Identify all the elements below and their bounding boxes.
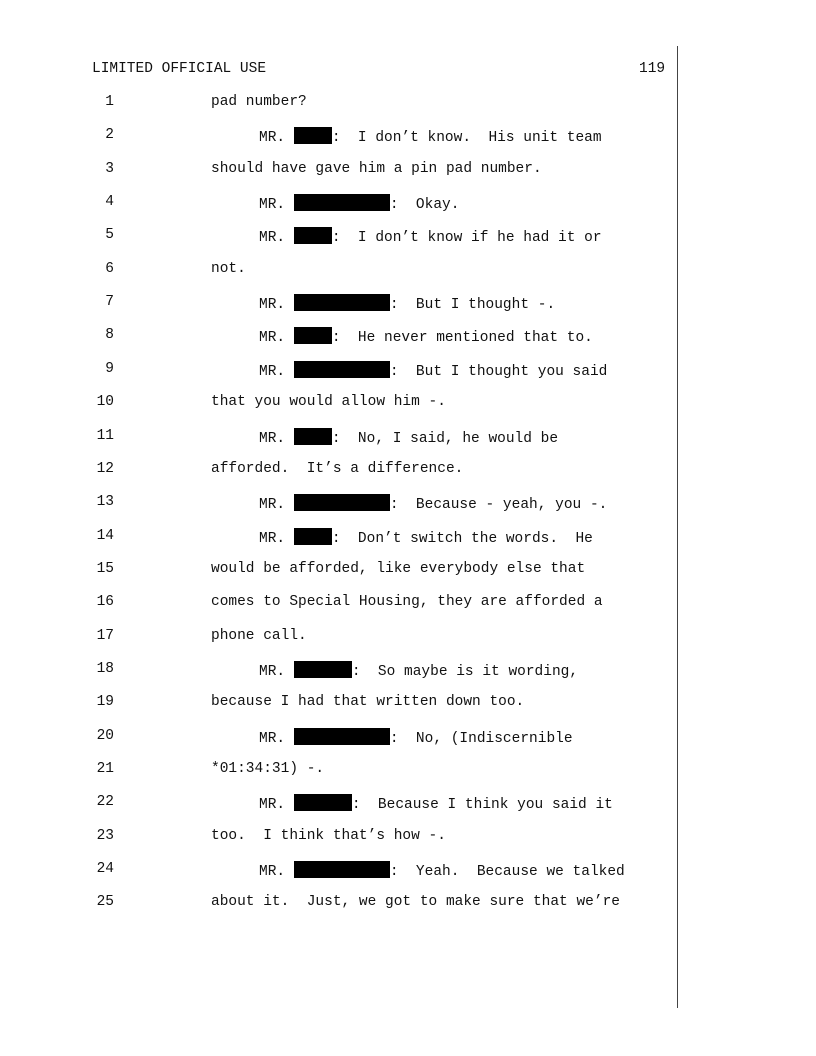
speaker-line <box>259 127 602 146</box>
speaker-title: MR. <box>259 497 294 514</box>
line-text: not. <box>211 260 246 277</box>
line-number: 22 <box>96 794 114 811</box>
speaker-title: MR. <box>259 130 294 147</box>
line-number: 19 <box>96 694 114 711</box>
line-text: too. I think that’s how -. <box>211 827 446 844</box>
speaker-title: MR. <box>259 864 294 881</box>
line-number: 8 <box>105 327 114 344</box>
transcript-line <box>0 94 677 114</box>
speech-text: : No, I said, he would be <box>331 430 559 447</box>
line-number: 17 <box>96 627 114 644</box>
line-text: comes to Special Housing, they are afforded a <box>211 594 603 611</box>
speaker-title: MR. <box>259 730 294 747</box>
speaker-line <box>259 428 558 447</box>
speech-text: : But I thought you said <box>389 363 608 380</box>
transcript-line <box>0 194 677 214</box>
line-text: phone call. <box>211 627 307 644</box>
line-number: 2 <box>105 127 114 144</box>
transcript-line <box>0 261 677 281</box>
redaction-box <box>294 494 390 511</box>
redaction-box <box>294 728 390 745</box>
line-text: that you would allow him -. <box>211 394 446 411</box>
line-number: 3 <box>105 160 114 177</box>
line-number: 5 <box>105 227 114 244</box>
speaker-title: MR. <box>259 663 294 680</box>
line-text: about it. Just, we got to make sure that we’re <box>211 894 620 911</box>
redaction-box <box>294 327 332 344</box>
speaker-line <box>259 227 602 246</box>
speaker-line <box>259 528 593 547</box>
speaker-line <box>259 861 625 880</box>
redaction-box <box>294 428 332 445</box>
speaker-title: MR. <box>259 330 294 347</box>
transcript-line <box>0 161 677 181</box>
speaker-title: MR. <box>259 230 294 247</box>
speaker-title: MR. <box>259 197 294 214</box>
line-number: 12 <box>96 460 114 477</box>
transcript-line <box>0 794 677 814</box>
transcript-line <box>0 594 677 614</box>
speaker-title: MR. <box>259 430 294 447</box>
line-text: afforded. It’s a difference. <box>211 460 464 477</box>
speaker-title: MR. <box>259 797 294 814</box>
line-number: 7 <box>105 294 114 311</box>
redaction-box <box>294 127 332 144</box>
line-number: 25 <box>96 894 114 911</box>
transcript-line <box>0 828 677 848</box>
speaker-line <box>259 794 613 813</box>
speaker-line <box>259 361 607 380</box>
line-number: 10 <box>96 394 114 411</box>
transcript-line <box>0 561 677 581</box>
transcript-line <box>0 661 677 681</box>
transcript-line <box>0 728 677 748</box>
transcript-line <box>0 394 677 414</box>
speaker-line <box>259 494 607 513</box>
line-number: 4 <box>105 194 114 211</box>
speech-text: : But I thought -. <box>389 297 556 314</box>
speech-text: : I don’t know if he had it or <box>331 230 602 247</box>
transcript-line <box>0 227 677 247</box>
transcript-line <box>0 127 677 147</box>
transcript-line <box>0 628 677 648</box>
redaction-box <box>294 361 390 378</box>
speech-text: : Don’t switch the words. He <box>331 530 593 547</box>
margin-rule <box>677 46 678 1008</box>
line-text: because I had that written down too. <box>211 694 525 711</box>
transcript-line <box>0 361 677 381</box>
transcript-line <box>0 428 677 448</box>
speaker-line <box>259 327 593 346</box>
line-number: 1 <box>105 94 114 110</box>
speaker-line <box>259 194 459 213</box>
speech-text: : He never mentioned that to. <box>331 330 593 347</box>
transcript-line <box>0 528 677 548</box>
transcript-line <box>0 894 677 914</box>
speech-text: : So maybe is it wording, <box>351 663 579 680</box>
line-number: 6 <box>105 260 114 277</box>
redaction-box <box>294 227 332 244</box>
speaker-title: MR. <box>259 530 294 547</box>
transcript-line <box>0 294 677 314</box>
redaction-box <box>294 861 390 878</box>
transcript-line <box>0 327 677 347</box>
line-number: 9 <box>105 360 114 377</box>
redaction-box <box>294 794 352 811</box>
redaction-box <box>294 194 390 211</box>
speech-text: : Because I think you said it <box>351 797 613 814</box>
redaction-box <box>294 528 332 545</box>
line-number: 15 <box>96 560 114 577</box>
speech-text: : I don’t know. His unit team <box>331 130 602 147</box>
speaker-line <box>259 661 578 680</box>
speech-text: : Yeah. Because we talked <box>389 864 625 881</box>
line-text: *01:34:31) -. <box>211 761 325 777</box>
line-text: would be afforded, like everybody else that <box>211 560 586 577</box>
speaker-title: MR. <box>259 297 294 314</box>
speaker-title: MR. <box>259 363 294 380</box>
speech-text: : Because - yeah, you -. <box>389 497 608 514</box>
transcript-line <box>0 761 677 781</box>
page-number: 119 <box>639 61 666 77</box>
header-classification: LIMITED OFFICIAL USE <box>92 61 267 77</box>
transcript-line <box>0 861 677 881</box>
transcript-line <box>0 694 677 714</box>
speaker-line <box>259 294 555 313</box>
line-number: 11 <box>96 427 114 444</box>
line-number: 16 <box>96 594 114 611</box>
speech-text: : No, (Indiscernible <box>389 730 573 747</box>
transcript-line <box>0 494 677 514</box>
line-number: 21 <box>96 761 114 777</box>
transcript-line <box>0 461 677 481</box>
line-number: 23 <box>96 827 114 844</box>
line-number: 13 <box>96 494 114 511</box>
speech-text: : Okay. <box>389 197 460 214</box>
line-number: 14 <box>96 527 114 544</box>
line-text: pad number? <box>211 94 307 110</box>
redaction-box <box>294 661 352 678</box>
speaker-line <box>259 728 573 747</box>
redaction-box <box>294 294 390 311</box>
line-text: should have gave him a pin pad number. <box>211 160 542 177</box>
line-number: 20 <box>96 727 114 744</box>
line-number: 18 <box>96 660 114 677</box>
line-number: 24 <box>96 861 114 878</box>
